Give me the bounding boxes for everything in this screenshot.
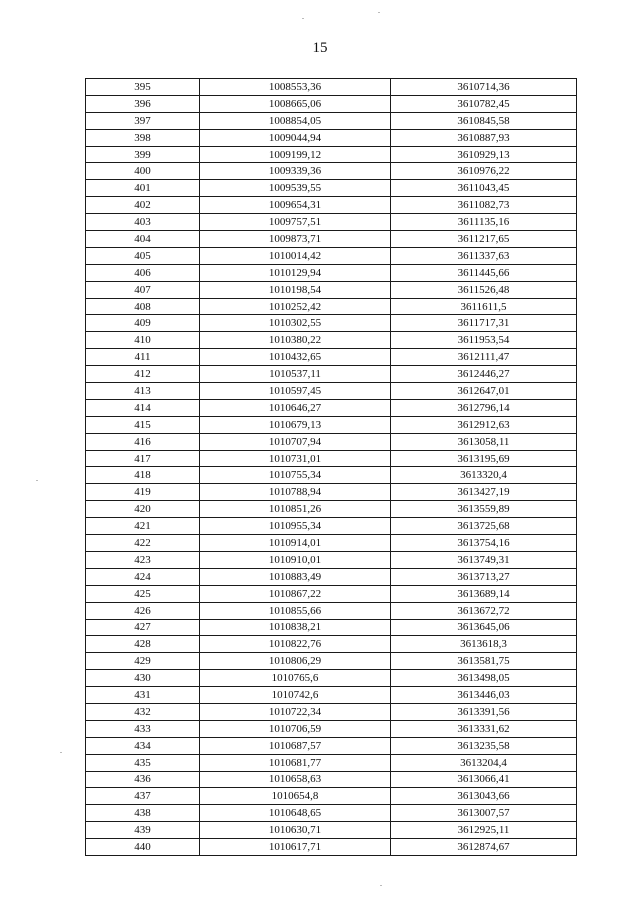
- table-row: [86, 501, 577, 518]
- table-row: [86, 315, 577, 332]
- y-coordinate-cell: 3611217,65: [391, 231, 577, 248]
- x-coordinate-cell: 1009539,55: [200, 180, 391, 197]
- table-row: [86, 112, 577, 129]
- y-coordinate-cell: 3610782,45: [391, 95, 577, 112]
- table-row: [86, 484, 577, 501]
- y-coordinate-cell: 3612647,01: [391, 383, 577, 400]
- point-number-cell: 402: [86, 197, 200, 214]
- x-coordinate-cell: 1010252,42: [200, 298, 391, 315]
- x-coordinate-cell: 1010722,34: [200, 703, 391, 720]
- y-coordinate-cell: 3610887,93: [391, 129, 577, 146]
- table-row: [86, 551, 577, 568]
- point-number-cell: 436: [86, 771, 200, 788]
- x-coordinate-cell: 1010955,34: [200, 518, 391, 535]
- table-row: [86, 822, 577, 839]
- table-row: [86, 518, 577, 535]
- table-row: [86, 636, 577, 653]
- x-coordinate-cell: 1009873,71: [200, 231, 391, 248]
- y-coordinate-cell: 3612446,27: [391, 366, 577, 383]
- y-coordinate-cell: 3610976,22: [391, 163, 577, 180]
- table-row: [86, 197, 577, 214]
- y-coordinate-cell: 3613754,16: [391, 535, 577, 552]
- scan-speck: [36, 480, 38, 481]
- y-coordinate-cell: 3613446,03: [391, 687, 577, 704]
- point-number-cell: 421: [86, 518, 200, 535]
- y-coordinate-cell: 3613725,68: [391, 518, 577, 535]
- x-coordinate-cell: 1010679,13: [200, 416, 391, 433]
- table-row: [86, 383, 577, 400]
- table-row: [86, 247, 577, 264]
- y-coordinate-cell: 3612796,14: [391, 399, 577, 416]
- table-row: [86, 467, 577, 484]
- table-row: [86, 535, 577, 552]
- y-coordinate-cell: 3613331,62: [391, 720, 577, 737]
- y-coordinate-cell: 3613235,58: [391, 737, 577, 754]
- x-coordinate-cell: 1010707,94: [200, 433, 391, 450]
- x-coordinate-cell: 1010597,45: [200, 383, 391, 400]
- table-row: [86, 433, 577, 450]
- x-coordinate-cell: 1010851,26: [200, 501, 391, 518]
- table-row: [86, 687, 577, 704]
- point-number-cell: 433: [86, 720, 200, 737]
- y-coordinate-cell: 3611135,16: [391, 214, 577, 231]
- y-coordinate-cell: 3610929,13: [391, 146, 577, 163]
- point-number-cell: 408: [86, 298, 200, 315]
- point-number-cell: 440: [86, 839, 200, 856]
- point-number-cell: 414: [86, 399, 200, 416]
- point-number-cell: 405: [86, 247, 200, 264]
- table-row: [86, 585, 577, 602]
- point-number-cell: 397: [86, 112, 200, 129]
- x-coordinate-cell: 1008665,06: [200, 95, 391, 112]
- x-coordinate-cell: 1010806,29: [200, 653, 391, 670]
- point-number-cell: 400: [86, 163, 200, 180]
- x-coordinate-cell: 1010129,94: [200, 264, 391, 281]
- table-row: [86, 146, 577, 163]
- y-coordinate-cell: 3613320,4: [391, 467, 577, 484]
- table-row: [86, 163, 577, 180]
- x-coordinate-cell: 1010687,57: [200, 737, 391, 754]
- table-row: [86, 602, 577, 619]
- x-coordinate-cell: 1010706,59: [200, 720, 391, 737]
- table-row: [86, 450, 577, 467]
- point-number-cell: 395: [86, 79, 200, 96]
- point-number-cell: 420: [86, 501, 200, 518]
- table-row: [86, 771, 577, 788]
- point-number-cell: 429: [86, 653, 200, 670]
- y-coordinate-cell: 3612874,67: [391, 839, 577, 856]
- point-number-cell: 435: [86, 754, 200, 771]
- y-coordinate-cell: 3613713,27: [391, 568, 577, 585]
- table-row: [86, 568, 577, 585]
- x-coordinate-cell: 1010822,76: [200, 636, 391, 653]
- point-number-cell: 411: [86, 349, 200, 366]
- table-row: [86, 298, 577, 315]
- point-number-cell: 432: [86, 703, 200, 720]
- point-number-cell: 422: [86, 535, 200, 552]
- y-coordinate-cell: 3613689,14: [391, 585, 577, 602]
- point-number-cell: 396: [86, 95, 200, 112]
- point-number-cell: 409: [86, 315, 200, 332]
- y-coordinate-cell: 3610714,36: [391, 79, 577, 96]
- table-row: [86, 670, 577, 687]
- point-number-cell: 404: [86, 231, 200, 248]
- y-coordinate-cell: 3613749,31: [391, 551, 577, 568]
- point-number-cell: 423: [86, 551, 200, 568]
- y-coordinate-cell: 3613672,72: [391, 602, 577, 619]
- x-coordinate-cell: 1010654,8: [200, 788, 391, 805]
- table-row: [86, 79, 577, 96]
- x-coordinate-cell: 1010681,77: [200, 754, 391, 771]
- x-coordinate-cell: 1008553,36: [200, 79, 391, 96]
- y-coordinate-cell: 3613204,4: [391, 754, 577, 771]
- table-row: [86, 839, 577, 856]
- point-number-cell: 412: [86, 366, 200, 383]
- table-row: [86, 180, 577, 197]
- table-row: [86, 95, 577, 112]
- y-coordinate-cell: 3611611,5: [391, 298, 577, 315]
- point-number-cell: 418: [86, 467, 200, 484]
- point-number-cell: 437: [86, 788, 200, 805]
- point-number-cell: 399: [86, 146, 200, 163]
- y-coordinate-cell: 3613645,06: [391, 619, 577, 636]
- x-coordinate-cell: 1010755,34: [200, 467, 391, 484]
- x-coordinate-cell: 1010914,01: [200, 535, 391, 552]
- point-number-cell: 425: [86, 585, 200, 602]
- y-coordinate-cell: 3611082,73: [391, 197, 577, 214]
- table-row: [86, 653, 577, 670]
- table-row: [86, 281, 577, 298]
- y-coordinate-cell: 3613007,57: [391, 805, 577, 822]
- point-number-cell: 403: [86, 214, 200, 231]
- table-row: [86, 214, 577, 231]
- y-coordinate-cell: 3613043,66: [391, 788, 577, 805]
- coordinates-table-body: [86, 79, 577, 856]
- point-number-cell: 416: [86, 433, 200, 450]
- table-row: [86, 399, 577, 416]
- scan-speck: [60, 752, 62, 753]
- table-row: [86, 737, 577, 754]
- table-row: [86, 366, 577, 383]
- x-coordinate-cell: 1010630,71: [200, 822, 391, 839]
- x-coordinate-cell: 1009199,12: [200, 146, 391, 163]
- y-coordinate-cell: 3613559,89: [391, 501, 577, 518]
- table-row: [86, 349, 577, 366]
- table-row: [86, 805, 577, 822]
- y-coordinate-cell: 3613581,75: [391, 653, 577, 670]
- x-coordinate-cell: 1010014,42: [200, 247, 391, 264]
- table-row: [86, 264, 577, 281]
- y-coordinate-cell: 3613195,69: [391, 450, 577, 467]
- x-coordinate-cell: 1008854,05: [200, 112, 391, 129]
- x-coordinate-cell: 1010910,01: [200, 551, 391, 568]
- x-coordinate-cell: 1010198,54: [200, 281, 391, 298]
- point-number-cell: 430: [86, 670, 200, 687]
- y-coordinate-cell: 3610845,58: [391, 112, 577, 129]
- y-coordinate-cell: 3613618,3: [391, 636, 577, 653]
- point-number-cell: 406: [86, 264, 200, 281]
- y-coordinate-cell: 3613058,11: [391, 433, 577, 450]
- point-number-cell: 426: [86, 602, 200, 619]
- scan-speck: [380, 885, 382, 886]
- y-coordinate-cell: 3612912,63: [391, 416, 577, 433]
- point-number-cell: 417: [86, 450, 200, 467]
- y-coordinate-cell: 3613427,19: [391, 484, 577, 501]
- table-row: [86, 231, 577, 248]
- x-coordinate-cell: 1010883,49: [200, 568, 391, 585]
- x-coordinate-cell: 1010432,65: [200, 349, 391, 366]
- x-coordinate-cell: 1010765,6: [200, 670, 391, 687]
- x-coordinate-cell: 1010617,71: [200, 839, 391, 856]
- table-row: [86, 788, 577, 805]
- x-coordinate-cell: 1010855,66: [200, 602, 391, 619]
- point-number-cell: 438: [86, 805, 200, 822]
- point-number-cell: 424: [86, 568, 200, 585]
- x-coordinate-cell: 1010646,27: [200, 399, 391, 416]
- y-coordinate-cell: 3613391,56: [391, 703, 577, 720]
- point-number-cell: 427: [86, 619, 200, 636]
- table-row: [86, 703, 577, 720]
- table-row: [86, 619, 577, 636]
- coordinates-table: [85, 78, 577, 856]
- x-coordinate-cell: 1010537,11: [200, 366, 391, 383]
- table-row: [86, 754, 577, 771]
- x-coordinate-cell: 1010788,94: [200, 484, 391, 501]
- point-number-cell: 398: [86, 129, 200, 146]
- table-row: [86, 129, 577, 146]
- x-coordinate-cell: 1010867,22: [200, 585, 391, 602]
- page-number: 15: [312, 40, 328, 56]
- x-coordinate-cell: 1010648,65: [200, 805, 391, 822]
- point-number-cell: 434: [86, 737, 200, 754]
- x-coordinate-cell: 1010658,63: [200, 771, 391, 788]
- y-coordinate-cell: 3611953,54: [391, 332, 577, 349]
- point-number-cell: 415: [86, 416, 200, 433]
- scan-speck: [378, 12, 380, 13]
- table-row: [86, 332, 577, 349]
- point-number-cell: 419: [86, 484, 200, 501]
- point-number-cell: 401: [86, 180, 200, 197]
- point-number-cell: 407: [86, 281, 200, 298]
- point-number-cell: 439: [86, 822, 200, 839]
- y-coordinate-cell: 3613498,05: [391, 670, 577, 687]
- y-coordinate-cell: 3611717,31: [391, 315, 577, 332]
- y-coordinate-cell: 3611043,45: [391, 180, 577, 197]
- point-number-cell: 410: [86, 332, 200, 349]
- x-coordinate-cell: 1009044,94: [200, 129, 391, 146]
- y-coordinate-cell: 3613066,41: [391, 771, 577, 788]
- y-coordinate-cell: 3612111,47: [391, 349, 577, 366]
- x-coordinate-cell: 1009757,51: [200, 214, 391, 231]
- scan-speck: [302, 18, 304, 19]
- y-coordinate-cell: 3611526,48: [391, 281, 577, 298]
- y-coordinate-cell: 3612925,11: [391, 822, 577, 839]
- point-number-cell: 428: [86, 636, 200, 653]
- x-coordinate-cell: 1009339,36: [200, 163, 391, 180]
- point-number-cell: 413: [86, 383, 200, 400]
- x-coordinate-cell: 1010731,01: [200, 450, 391, 467]
- y-coordinate-cell: 3611337,63: [391, 247, 577, 264]
- x-coordinate-cell: 1010380,22: [200, 332, 391, 349]
- x-coordinate-cell: 1010302,55: [200, 315, 391, 332]
- x-coordinate-cell: 1010838,21: [200, 619, 391, 636]
- x-coordinate-cell: 1009654,31: [200, 197, 391, 214]
- point-number-cell: 431: [86, 687, 200, 704]
- x-coordinate-cell: 1010742,6: [200, 687, 391, 704]
- table-row: [86, 720, 577, 737]
- table-row: [86, 416, 577, 433]
- y-coordinate-cell: 3611445,66: [391, 264, 577, 281]
